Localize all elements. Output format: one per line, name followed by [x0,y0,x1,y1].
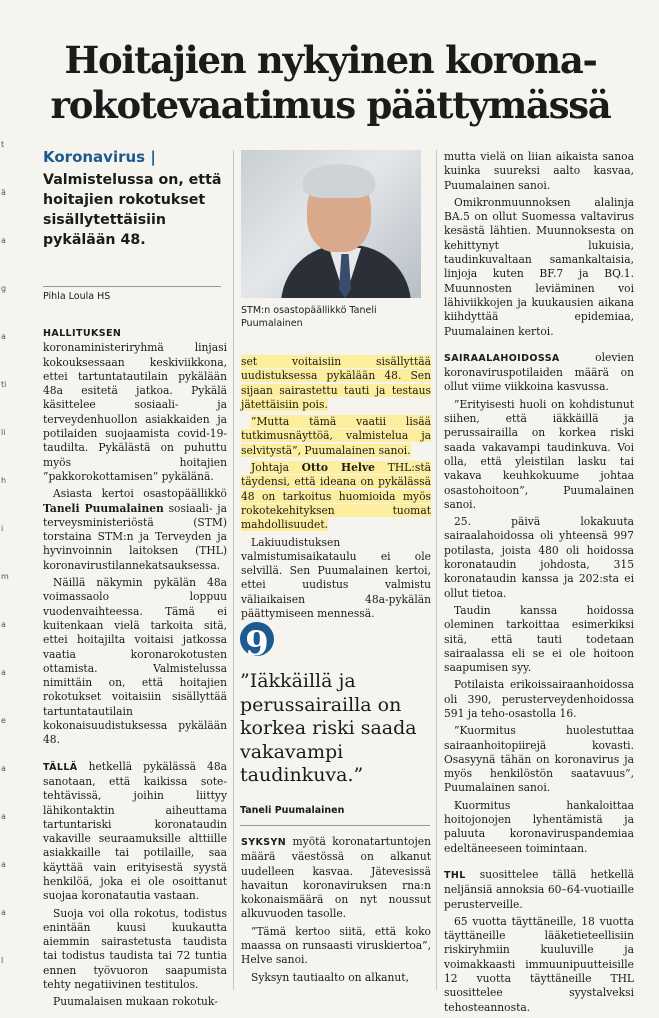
paragraph: Taudin kanssa hoidossa oleminen tarkoittaa esimerkiksi sitä, että tauti todetaan sairaalassa eli se ei ole hoitoon saapumisen syy. [444,603,634,675]
paragraph: Suoja voi olla rokotus, todistus enintään kuusi kuukautta aiemmin sairastetusta taudista tai todistus taudista tai 72 tuntia ennen työvuoron saapumista tehty negatiivinen testitulos. [43,906,227,992]
edge-fragment: e [1,716,6,725]
headline: Hoitajien nykyinen korona-rokotevaatimus päättymässä [50,38,611,127]
edge-fragment: l [1,956,4,965]
paragraph-lead-caps: TÄLLÄ [43,761,78,773]
paragraph [444,351,634,395]
highlighted-text: set voitaisiin sisällyttää uudistuksessa pykälään 48. Sen sijaan sairastettu tauti ja testaus jätettäisiin pois. [241,355,431,411]
paragraph-text: Asiasta kertoi osastopäällikkö [53,487,227,501]
paragraph: Kuormitus hankaloittaa hoitojonojen lyhentämistä ja paluuta koronaviruspandemiaa edeltäneeseen toimintaan. [444,798,634,855]
paragraph [241,835,431,922]
paragraph: Lakiuudistuksen valmistumisaikataulu ei ole selvillä. Sen Puumalainen kertoi, ettei uudistus valmistu väliaikaisen 48a-pykälän päättymiseen mennessä. [241,535,431,621]
paragraph-text: sosiaali- ja terveysministeriöstä (STM) torstaina STM:n ja Terveyden ja hyvinvoinnin laitoksen (THL) koronavirustilannekatsauksessa. [43,501,227,572]
paragraph-text: Johtaja [251,461,289,475]
lead-text: Valmistelussa on, että hoitajien rokotukset sisällytettäisiin pykälään 48. [43,172,222,248]
section-tag [43,147,223,168]
paragraph-text: suosittelee tällä hetkellä neljänsiä annoksia 60–64-vuotiaille perusterveille. [444,867,634,911]
edge-fragment: a [1,332,6,341]
edge-fragment: ti [1,380,7,389]
edge-fragment: t [1,140,5,149]
edge-fragment: a [1,908,6,917]
paragraph: ”Tämä kertoo siitä, että koko maassa on runsaasti viruskiertoa”, Helve sanoi. [241,924,431,967]
paragraph [241,355,431,412]
paragraph: Puumalaisen mukaan rokotuk- [53,995,218,1009]
paragraph: Omikronmuunnoksen alalinja BA.5 on ollut Suomessa valtavirus kesästä lähtien. Muunnoksesta on kehittynyt lukuisia, taudinkuvaltaan samankaltaisia, linjoja kuten BF.7 ja BQ.1. Muunnosten leviäminen voi lähiviikkojen ja kuukausien aikana kiihdyttää epidemiaa, Puumalainen kertoi. [444,195,634,338]
paragraph [241,461,431,532]
paragraph-text: myötä koronatartuntojen määrä väestössä on alkanut uudelleen kasvaa. Jätevesissä havaitun koronaviruksen rna:n kokonaismäärä on nyt noussut alkuvuoden tasolle. [241,835,431,921]
paragraph-lead-caps: SAIRAALAHOIDOSSA [444,352,560,364]
column-2 [241,355,431,624]
paragraph-lead-caps: THL [444,869,466,881]
paragraph-text: THL:stä täydensi, että ideana on pykälässä 48 on tarkoitus huomioida myös rokotekehityksen tuomat mahdollisuudet. [241,461,431,532]
paragraph-text: olevien koronaviruspotilaiden määrä on ollut viime viikkoina kasvussa. [444,350,634,394]
person-name: Taneli Puumalainen [43,501,164,515]
paragraph: ”Kuormitus huolestuttaa sairaanhoitopiirejä kovasti. Osasyynä tähän on koronavirus ja myös henkilöstön saatavuus”, Puumalainen sanoi. [444,724,634,795]
column-1 [43,326,227,1013]
edge-fragment: a [1,236,6,245]
paragraph-lead-caps: SYKSYN [241,837,287,848]
pull-quote-attribution: Taneli Puumalainen [240,805,345,816]
paragraph: mutta vielä on liian aikaista sanoa kuinka suureksi aalto kasvaa, Puumalainen sanoi. [444,150,634,192]
edge-fragment: a [1,764,6,773]
paragraph: Potilaista erikoissairaanhoidossa oli 390, perusterveydenhoidossa 591 ja teho-osastolla 16. [444,678,634,720]
paragraph [43,760,227,904]
paragraph: 25. päivä lokakuuta sairaalahoidossa oli yhteensä 997 potilasta, joista 480 oli hoidossa koronataudin johdosta, 315 koronataudin kanssa ja 202:sta ei ollut tietoa. [444,515,634,600]
paragraph [444,868,634,912]
paragraph-text: hetkellä pykälässä 48a sanotaan, että kaikissa sote-tehtävissä, joihin liittyy lähikontaktin aiheuttama tartuntariski koronataudin vakaville seuraamuksille alttiille asiakkaille tai potilaille, saa käyttää vain erityisestä syystä henkilöä, joka ei ole osoittanut suojaa koronatautia vastaan. [43,759,227,903]
edge-fragment: i [1,524,4,533]
edge-fragment: m [1,572,9,581]
column-divider [436,150,437,990]
edge-fragment: a [1,668,6,677]
paragraph-lead-caps: HALLITUKSEN [43,328,122,339]
paragraph: ”Erityisesti huoli on kohdistunut siihen, että iäkkäillä ja perussairailla on korkea riski saada vakavampi taudinkuva. Voi olla, että yleistilan lasku tai vakava keuhkokuume johtaa osastohoitoon”, Puumalainen sanoi. [444,397,634,511]
edge-fragment: ä [1,188,6,197]
section-tag-separator: | [150,148,156,166]
paragraph-text: koronaministeriryhmä linjasi kokouksessaan keskiviikkona, ettei tartuntatautilain pykälään 48a esitetä jatkoa. Pykälä käsittelee sosiaali- ja terveydenhuollon asiakkaiden ja potilaiden suojaamista covid-19-taudilta. Pykälästä on puhuttu myös hoitajien ”pakkorokottamisen” pykälänä. [43,341,227,483]
person-name: Otto Helve [301,461,375,475]
photo-caption: STM:n osastopäällikkö Taneli Puumalainen [241,305,377,329]
column-2-lower [241,835,431,988]
paragraph [43,487,227,573]
edge-fragment: a [1,860,6,869]
paragraph: Syksyn tautiaalto on alkanut, [251,970,410,984]
edge-fragment: h [1,476,7,485]
highlighted-text: ”Mutta tämä vaatii lisää tutkimusnäyttöä, valmistelua ja selvitystä”, Puumalainen sanoi. [241,415,431,457]
paragraph [43,326,227,484]
paragraph: Näillä näkymin pykälän 48a voimassaolo loppuu vuodenvaihteessa. Tämä ei kuitenkaan vielä tarkoita sitä, ettei hoitajilta voitaisi jatkossa vaatia koronarokotusten ottamista. Valmistelussa nimittäin on, että hoitajien rokotukset voitaisiin sisällyttää tartuntatautilain kokonaisuudistuksessa pykälään 48. [43,576,227,747]
paragraph: 65 vuotta täyttäneille, 18 vuotta täyttäneille lääketieteellisiin riskiryhmiin kuuluville ja voimakkaasti immuunipuutteisille 12 vuotta täyttäneille THL suosittelee syystalveksi tehosteannosta. [444,914,634,1014]
edge-fragment: g [1,284,7,293]
pull-quote: ”Iäkkäillä ja perussairailla on korkea riski saada vakavampi taudinkuva.” [240,670,417,786]
portrait-photo [241,150,421,298]
column-divider [233,150,234,990]
paragraph [241,415,431,458]
quote-icon: 9 [240,622,274,656]
column-3 [444,150,634,1018]
edge-fragment: a [1,620,6,629]
page-edge-fragments [0,0,12,1000]
edge-fragment: a [1,812,6,821]
divider [240,825,430,826]
edge-fragment: li [1,428,6,437]
section-tag-label: Koronavirus [43,148,146,166]
byline: Pihla Loula HS [43,286,221,302]
